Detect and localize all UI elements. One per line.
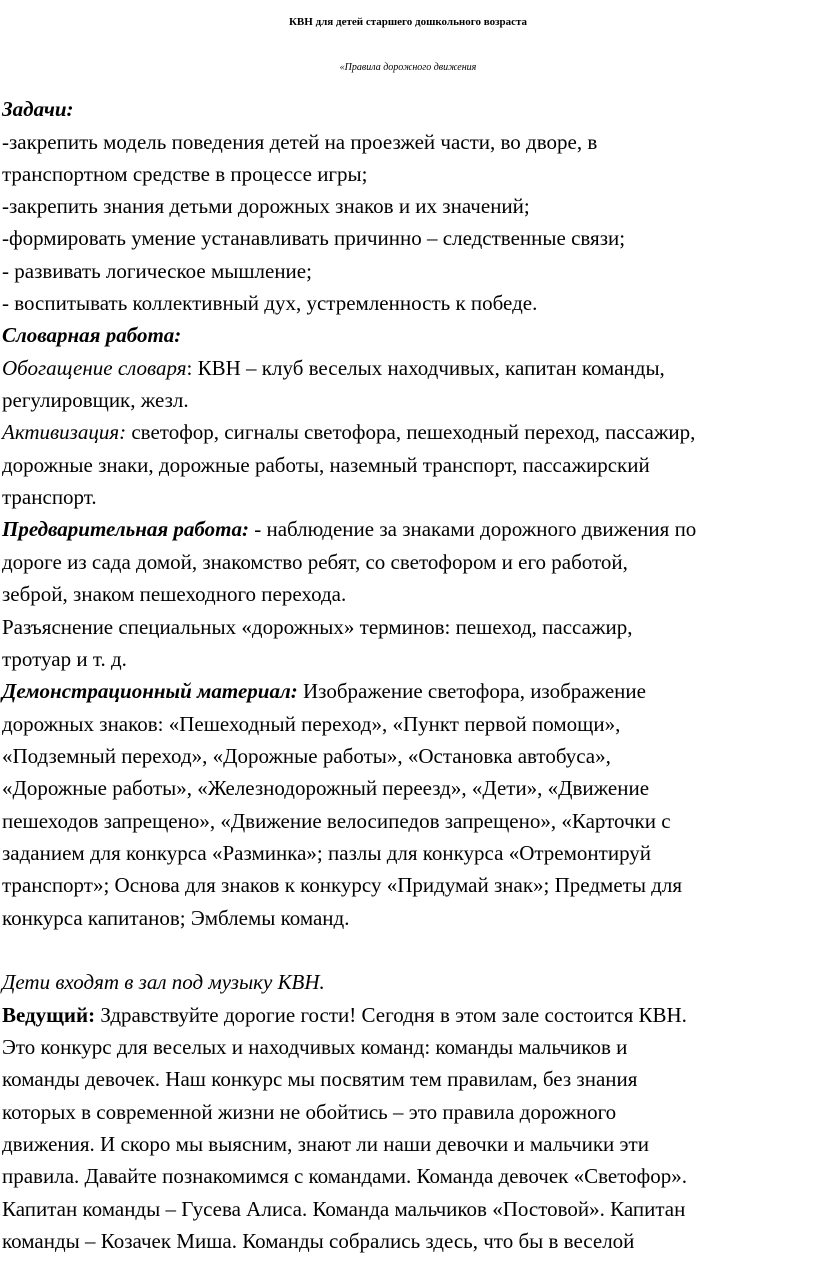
vocabulary-heading: Словарная работа: [2,323,182,347]
host-line: которых в современной жизни не обойтись – это правила дорожного [2,1100,617,1124]
task-line: -формировать умение устанавливать причинно – следственные связи; [2,226,626,250]
enrichment-line: регулировщик, жезл. [2,388,189,412]
enrichment-text: : КВН – клуб веселых находчивых, капитан команды, [186,356,665,380]
activation-label: Активизация: [2,420,127,444]
host-line: команды – Козачек Миша. Команды собрались здесь, что бы в веселой [2,1229,635,1253]
task-line: - воспитывать коллективный дух, устремленность к победе. [2,291,538,315]
activation-line: транспорт. [2,485,97,509]
demo-line: транспорт»; Основа для знаков к конкурсу «Придумай знак»; Предметы для [2,873,682,897]
host-line [2,999,687,1031]
demo-text: Изображение светофора, изображение [297,679,646,703]
demo-line: «Дорожные работы», «Железнодорожный переезд», «Дети», «Движение [2,776,650,800]
preliminary-line: тротуар и т. д. [2,647,127,671]
tasks-heading: Задачи: [2,97,74,121]
host-label: Ведущий: [2,1003,96,1027]
task-line: -закрепить модель поведения детей на проезжей части, во дворе, в [2,130,598,154]
document-title: КВН для детей старшего дошкольного возраста [288,16,528,28]
demo-line: пешеходов запрещено», «Движение велосипедов запрещено», «Карточки с [2,809,671,833]
activation-line: дорожные знаки, дорожные работы, наземный транспорт, пассажирский [2,453,650,477]
stage-direction: Дети входят в зал под музыку КВН. [2,970,325,994]
demo-line: «Подземный переход», «Дорожные работы», «Остановка автобуса», [2,744,611,768]
host-line: правила. Давайте познакомимся с командами. Команда девочек «Светофор». [2,1164,687,1188]
preliminary-line: Разъяснение специальных «дорожных» терминов: пешеход, пассажир, [2,615,633,639]
preliminary-line: дороге из сада домой, знакомство ребят, со светофором и его работой, [2,550,628,574]
preliminary-label: Предварительная работа: [2,517,249,541]
host-line: движения. И скоро мы выясним, знают ли наши девочки и мальчики эти [2,1132,649,1156]
task-line: - развивать логическое мышление; [2,259,312,283]
preliminary-text: - наблюдение за знаками дорожного движения по [248,517,697,541]
demo-label: Демонстрационный материал: [2,679,298,703]
task-line: транспортном средстве в процессе игры; [2,162,368,186]
host-line: команды девочек. Наш конкурс мы посвятим тем правилам, без знания [2,1067,638,1091]
activation-text: светофор, сигналы светофора, пешеходный переход, пассажир, [126,420,696,444]
demo-line: заданием для конкурса «Разминка»; пазлы для конкурса «Отремонтируй [2,841,652,865]
activation-line [2,416,695,448]
host-line: Капитан команды – Гусева Алиса. Команда мальчиков «Постовой». Капитан [2,1197,686,1221]
document-subtitle: «Правила дорожного движения [339,62,477,73]
task-line: -закрепить знания детьми дорожных знаков и их значений; [2,194,530,218]
enrichment-label: Обогащение словаря [2,356,187,380]
host-line: Это конкурс для веселых и находчивых команд: команды мальчиков и [2,1035,628,1059]
preliminary-line: зеброй, знаком пешеходного перехода. [2,582,347,606]
demo-line: конкурса капитанов; Эмблемы команд. [2,906,350,930]
host-text: Здравствуйте дорогие гости! Сегодня в этом зале состоится КВН. [95,1003,687,1027]
preliminary-line [2,513,696,545]
enrichment-line [2,352,665,384]
demo-line [2,675,646,707]
demo-line: дорожных знаков: «Пешеходный переход», «Пункт первой помощи», [2,712,621,736]
